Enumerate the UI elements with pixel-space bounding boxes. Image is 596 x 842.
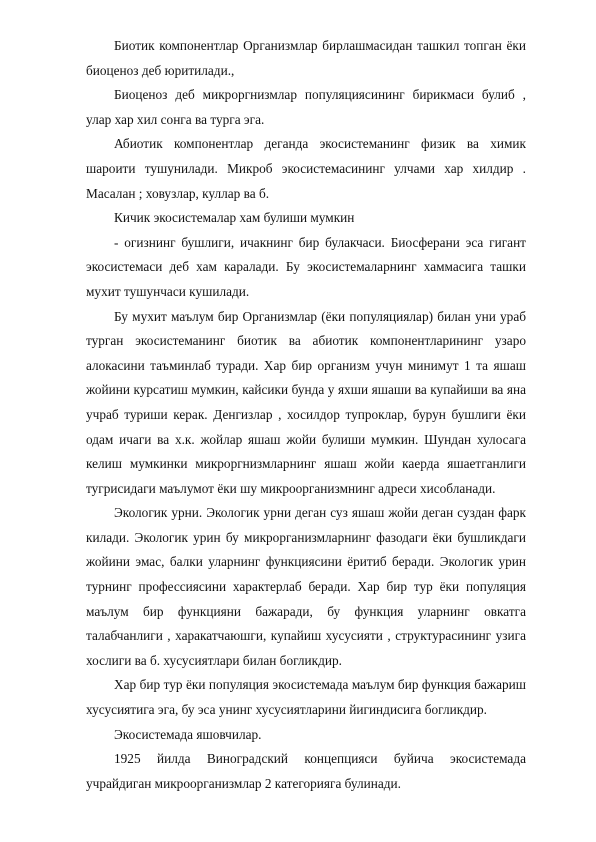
- paragraph-ecological-niche: Экологик урни. Экологик урни деган суз яшаш жойи деган суздан фарк килади. Экологик урин бу микрорганизмларнинг фазодаги ёки бушликдаги жойини эмас, балки уларнинг функциясини ёритиб беради. Экологик урин турнинг профессиясини характерлаб беради. Хар бир тур ёки популяция маълум бир функцияни бажаради, бу функция уларнинг овкатга талабчанлиги , харакатчаюшги, купайиш хусусияти , структурасининг узига хослиги ва б. хусусиятлари билан богликдир.: [86, 505, 526, 668]
- paragraph-abiotic-components: Абиотик компонентлар деганда экосистеманинг физик ва химик шароити тушунилади. Микроб экосистемасининг улчами хар хилдир . Масалан ; ховузлар, куллар ва б.: [86, 136, 526, 201]
- paragraph-biosphere: - огизнинг бушлиги, ичакнинг бир булакчаси. Биосферани эса гигант экосистемаси деб хам каралади. Бу экосистемаларнинг хаммасига ташки мухит тушунчаси кушилади.: [86, 234, 526, 299]
- paragraph-habitat: Бу мухит маълум бир Организмлар (ёки популяциялар) билан уни ураб турган экосистеманинг биотик ва абиотик компонентларининг узаро алокасини таъминлаб туради. Хар бир организм учун минимут 1 та яшаш жойини курсатиш мумкин, кайсики бунда у яхши яшаши ва купайиши ва яна учраб туриши керак. Денгизлар , хосилдор тупроклар, бурун бушлиги ёки одам ичаги ва х.к. жойлар яшаш жойи булиши мумкин. Шундан хулосага келиш мумкинки микроргнизмларнинг яшаш жойи каерда яшаетганлиги тугрисидаги маълумот ёки шу микроорганизмнинг адреси хисобланади.: [86, 308, 526, 496]
- paragraph-vinogradsky-concept: 1925 йилда Виноградский концепцияси буйича экосистемада учрайдиган микроорганизмлар 2 категорияга булинади.: [86, 751, 526, 791]
- paragraph-biotic-components: Биотик компонентлар Организмлар бирлашмасидан ташкил топган ёки биоценоз деб юритилади.,: [86, 38, 526, 78]
- paragraph-species-function: Хар бир тур ёки популяция экосистемада маълум бир функция бажариш хусусиятига эга, бу эса унинг хусусиятларини йигиндисига богликдир.: [86, 677, 526, 718]
- paragraph-small-ecosystems: Кичик экосистемалар хам булиши мумкин: [114, 210, 355, 226]
- document-page: [86, 34, 526, 796]
- paragraph-biocenosis: Биоценоз деб микроргнизмлар популяциясининг бирикмаси булиб , улар хар хил сонга ва турга эга.: [86, 87, 526, 127]
- paragraph-ecosystem-inhabitants: Экосистемада яшовчилар.: [114, 726, 262, 742]
